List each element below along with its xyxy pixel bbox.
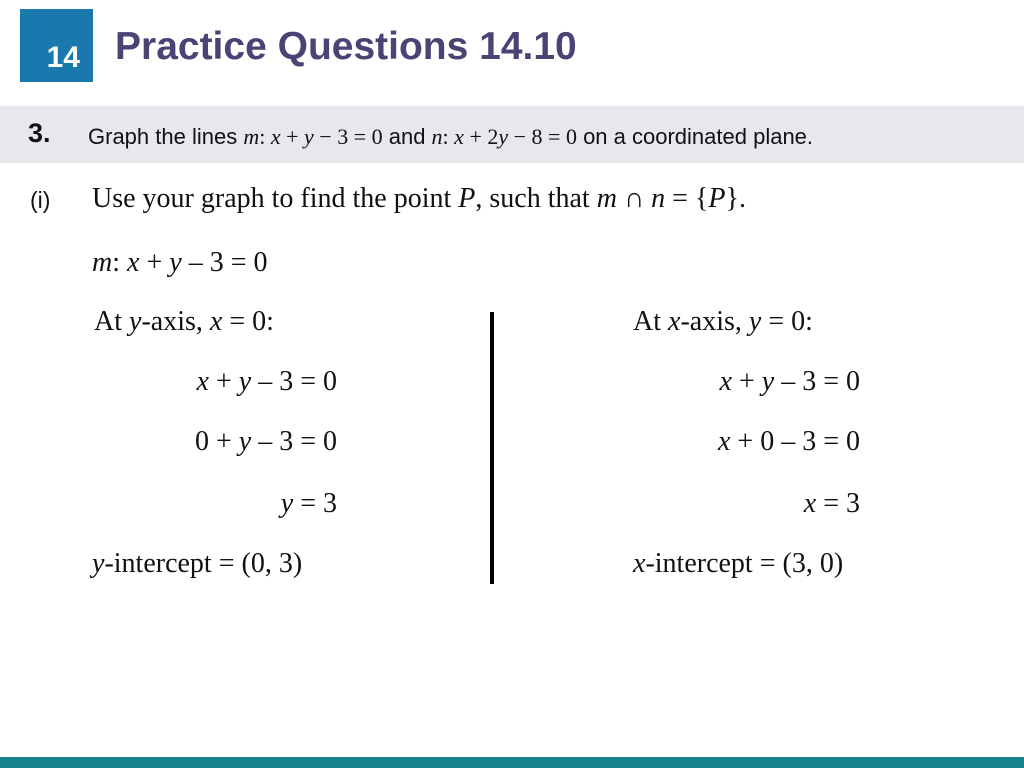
question-banner — [0, 106, 1024, 163]
left-column-result: y-intercept = (0, 3) — [92, 548, 303, 579]
slide-number-box — [20, 9, 93, 82]
right-equation-step: x + 0 – 3 = 0 — [717, 426, 860, 457]
right-column-header: At x-axis, y = 0: — [633, 306, 813, 337]
left-equation-step: x + y – 3 = 0 — [196, 366, 337, 397]
footer-bar — [0, 757, 1024, 768]
right-column-result: x-intercept = (3, 0) — [633, 548, 844, 579]
right-equation-step: x = 3 — [803, 488, 860, 519]
part-prompt: Use your graph to find the point P, such that m ∩ n = {P}. — [92, 183, 746, 214]
page-title: Practice Questions 14.10 — [115, 25, 577, 68]
left-column-header: At y-axis, x = 0: — [94, 306, 274, 337]
left-equation-step: y = 3 — [280, 488, 337, 519]
question-text: Graph the lines m: x + y − 3 = 0 and n: x + 2y − 8 = 0 on a coordinated plane. — [88, 124, 814, 149]
column-divider-line — [490, 312, 494, 584]
equation-line-m: m: x + y – 3 = 0 — [92, 247, 268, 278]
left-equation-step: 0 + y – 3 = 0 — [194, 426, 337, 457]
question-number: 3. — [28, 118, 51, 148]
slide-number: 14 — [46, 41, 80, 74]
right-equation-step: x + y – 3 = 0 — [719, 366, 860, 397]
part-label: (i) — [30, 187, 51, 213]
